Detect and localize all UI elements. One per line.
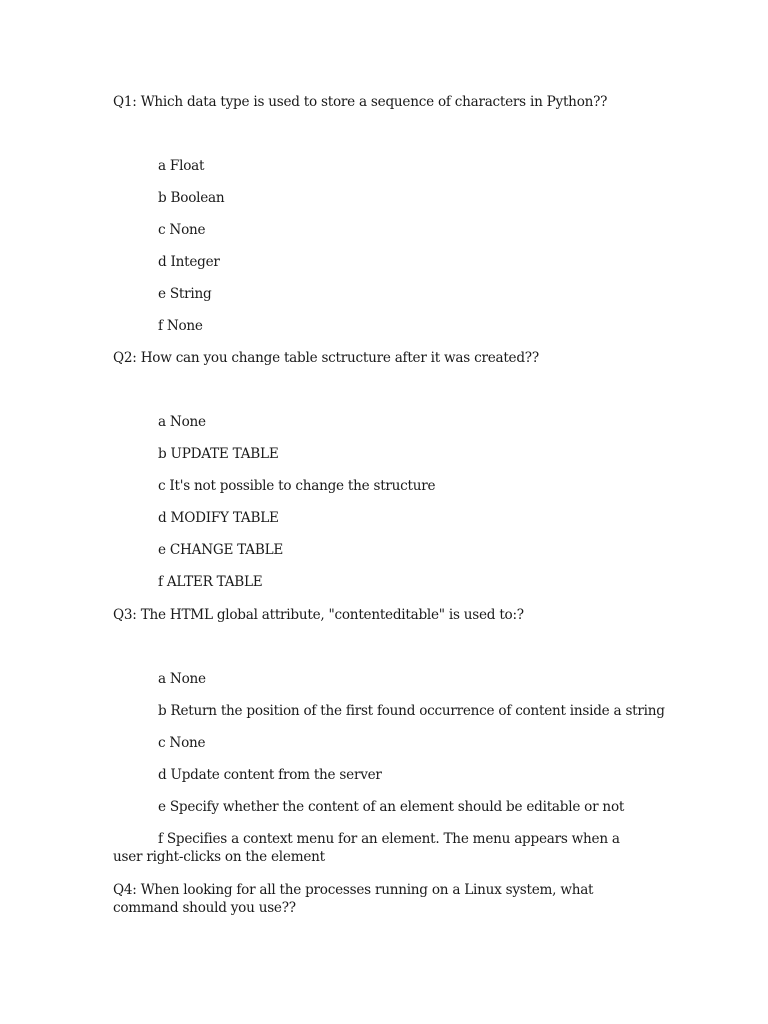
question-2-text: Q2: How can you change table sctructure after it was created?? [113,350,539,366]
q1-option-e: e String [158,286,212,302]
question-4-text: Q4: When looking for all the processes running on a Linux system, what command should you use?? [113,882,594,916]
q2-option-c: c It's not possible to change the structure [158,478,436,494]
q1-option-f: f None [158,318,203,334]
q3-option-d: d Update content from the server [158,767,382,783]
q1-option-c: c None [158,222,206,238]
q2-option-d: d MODIFY TABLE [158,510,279,526]
q2-option-b: b UPDATE TABLE [158,446,279,462]
q3-option-a: a None [158,671,206,687]
q3-option-b: b Return the position of the first found occurrence of content inside a string [158,703,665,719]
q3-option-e: e Specify whether the content of an element should be editable or not [158,799,625,815]
q2-option-f: f ALTER TABLE [158,574,263,590]
q2-option-e: e CHANGE TABLE [158,542,284,558]
q2-option-a: a None [158,414,206,430]
question-3-text: Q3: The HTML global attribute, "contenteditable" is used to:? [113,607,524,623]
q1-option-a: a Float [158,158,205,174]
question-1-text: Q1: Which data type is used to store a sequence of characters in Python?? [113,94,608,110]
q3-option-f: f Specifies a context menu for an element. The menu appears when a user right-clicks on the element [113,831,620,865]
q1-option-d: d Integer [158,254,220,270]
q1-option-b: b Boolean [158,190,225,206]
q3-option-c: c None [158,735,206,751]
